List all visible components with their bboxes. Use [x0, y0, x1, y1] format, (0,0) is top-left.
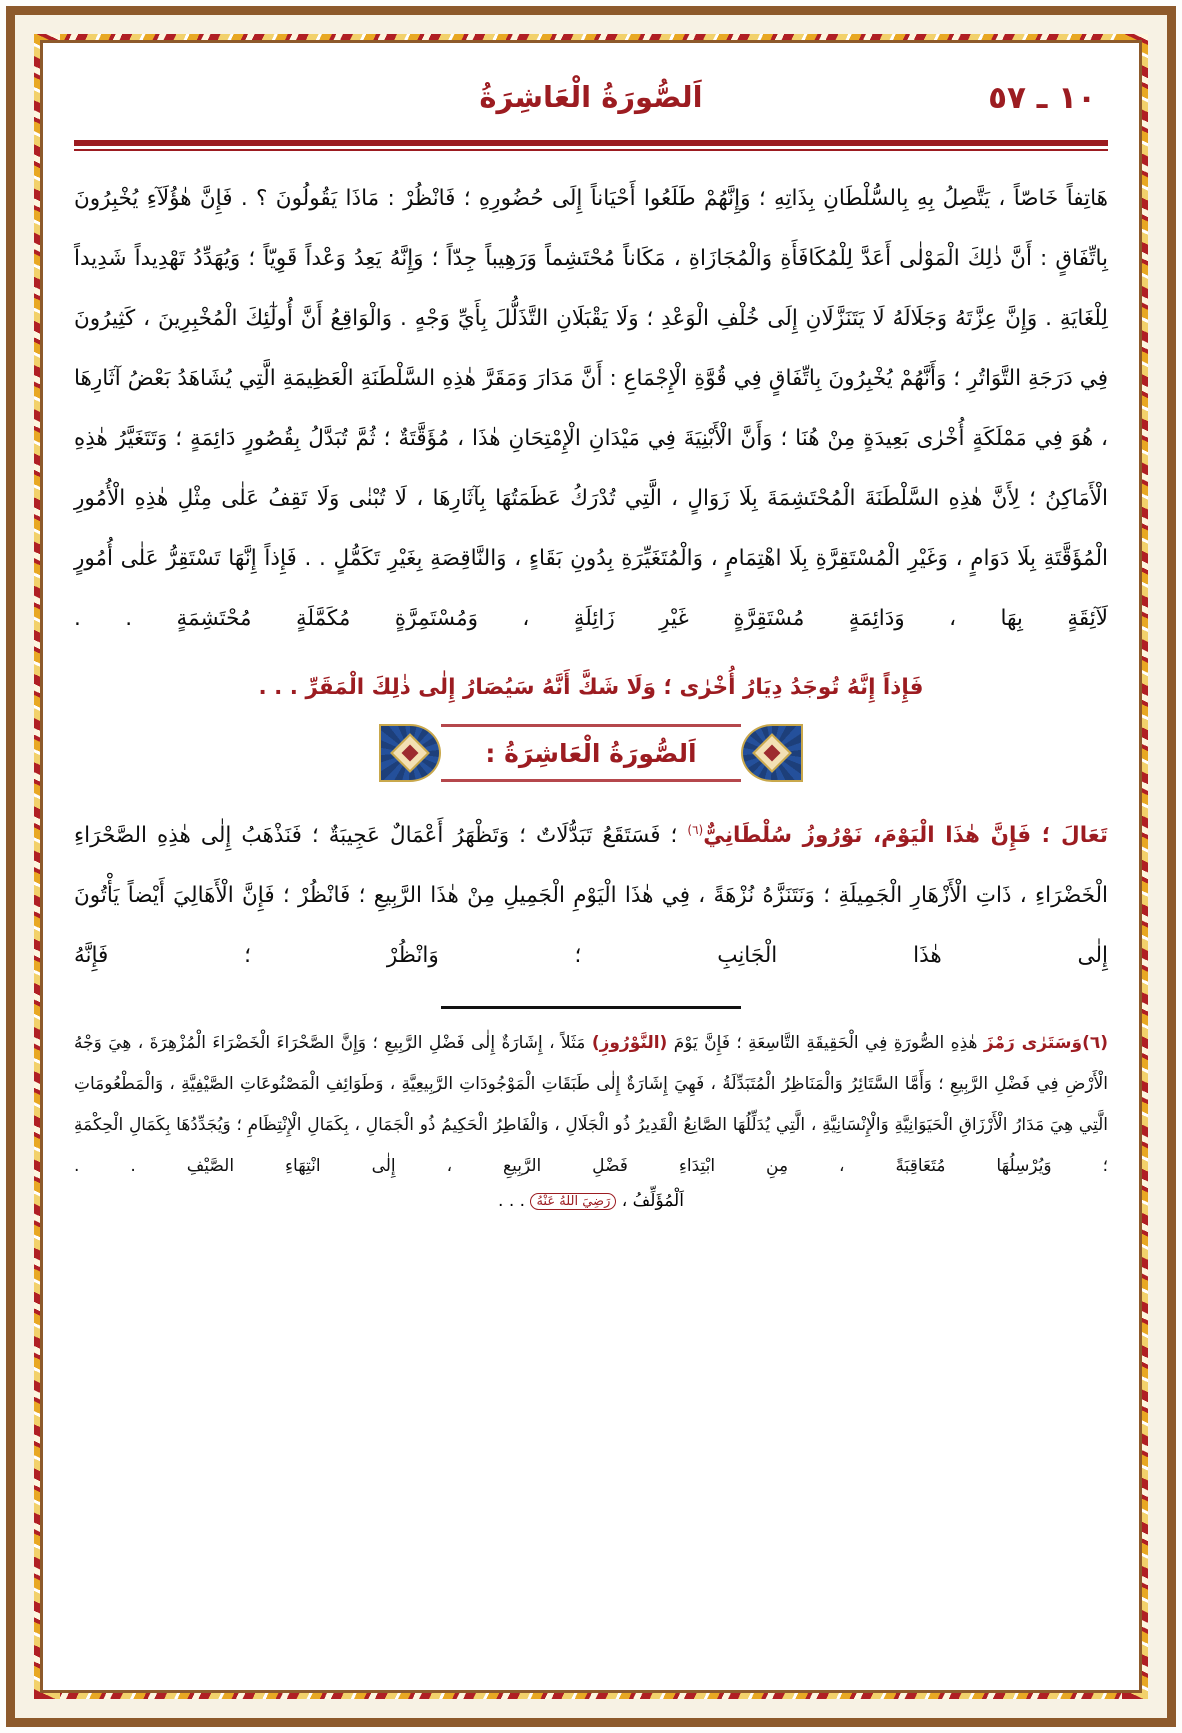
- footnote-segment-1: هٰذِهِ الصُّورَةِ فِي الْحَقِيقَةِ التَّاسِعَةِ ؛ فَإِنَّ يَوْمَ: [667, 1033, 984, 1054]
- body-paragraph-2: [74, 800, 1108, 986]
- body-paragraph-1: [74, 169, 1108, 649]
- body-paragraph-1-text: هَاتِفاً خَاصّاً ، يَتَّصِلُ بِهِ بِالسُّلْطَانِ بِذَاتِهِ ؛ وَإِنَّهُمْ طَلَعُوا أَحْيَاناً إِلَى حُضُورِهِ ؛ فَانْظُرْ : مَاذَا يَقُولُونَ ؟ . فَإِنَّ هٰؤُلَآءِ يُخْبِرُونَ بِاتِّفَاقٍ : أَنَّ ذٰلِكَ الْمَوْلٰى أَعَدَّ لِلْمُكَافَأَةِ وَالْمُجَازَاةِ ، مَكَاناً مُحْتَشِماً وَرَهِيباً جِدّاً ؛ وَإِنَّهُ يَعِدُ وَعْداً قَوِيّاً ؛ وَيُهَدِّدُ تَهْدِيداً شَدِيداً لِلْغَايَةِ . وَإِنَّ عِزَّتَهُ وَجَلَالَهُ لَا يَتَنَزَّلَانِ إِلَى خُلْفِ الْوَعْدِ ؛ وَلَا يَقْبَلَانِ التَّذَلُّلَ بِأَيِّ وَجْهٍ . وَالْوَاقِعُ أَنَّ أُولٰٓئِكَ الْمُخْبِرِينَ ، كَثِيرُونَ فِي دَرَجَةِ التَّوَاتُرِ ؛ وَأَنَّهُمْ يُخْبِرُونَ بِاتِّفَاقٍ فِي قُوَّةِ الْإِجْمَاعِ : أَنَّ مَدَارَ وَمَقَرَّ هٰذِهِ السَّلْطَنَةِ الْعَظِيمَةِ الَّتِي يُشَاهَدُ بَعْضُ آثَارِهَا ، هُوَ فِي مَمْلَكَةٍ أُخْرٰى بَعِيدَةٍ مِنْ هُنَا ؛ وَأَنَّ الْأَبْنِيَةَ فِي مَيْدَانِ الْإِمْتِحَانِ هٰذَا ، مُؤَقَّتَةٌ ؛ ثُمَّ تُبَدَّلُ بِقُصُورٍ دَائِمَةٍ ؛ وَتَتَغَيَّرُ هٰذِهِ الْأَمَاكِنُ ؛ لِأَنَّ هٰذِهِ السَّلْطَنَةَ الْمُحْتَشِمَةَ بِلَا زَوَالٍ ، الَّتِي تُدْرَكُ عَظَمَتُهَا بِآثَارِهَا ، لَا تُبْنٰى وَلَا تَقِفُ عَلٰى مِثْلِ هٰذِهِ الْأُمُورِ الْمُؤَقَّتَةِ بِلَا دَوَامٍ ، وَغَيْرِ الْمُسْتَقِرَّةِ بِلَا اهْتِمَامٍ ، وَالْمُتَغَيِّرَةِ بِدُونِ بَقَاءٍ ، وَالنَّاقِصَةِ بِغَيْرِ تَكَمُّلٍ . . فَإِذاً إِنَّهَا تَسْتَقِرُّ عَلٰى أُمُورٍ لَآئِقَةٍ بِهَا ، وَدَائِمَةٍ مُسْتَقِرَّةٍ غَيْرِ زَائِلَةٍ ، وَمُسْتَمِرَّةٍ مُكَمَّلَةٍ مُحْتَشِمَةٍ . .: [74, 186, 1108, 631]
- footnote-marker: (٦): [1082, 1033, 1109, 1054]
- footnote-segment-2: مَثَلاً ، إِشَارَةٌ إِلٰى فَضْلِ الرَّبِيعِ ؛ وَإِنَّ الصَّحْرَاءَ الْخَضْرَاءَ الْمُزْهِرَةَ ، هِيَ وَجْهُ الْأَرْضِ فِي فَضْلِ الرَّبِيعِ ؛ وَأَمَّا السَّتَائِرُ وَالْمَنَاظِرُ الْمُتَبَدِّلَةُ ، فَهِيَ إِشَارَةٌ إِلٰى طَبَقَاتِ الْمَوْجُودَاتِ الرَّبِيعِيَّةِ ، وَطَوَائِفِ الْمَصْنُوعَاتِ الصَّيْفِيَّةِ ، وَالْمَطْعُومَاتِ الَّتِي هِيَ مَدَارُ الْأَرْزَاقِ الْحَيَوَانِيَّةِ وَالْإِنْسَانِيَّةِ ، الَّتِي يُدَلِّلُهَا الصَّانِعُ الْقَدِيرُ ذُو الْجَلَالِ ، وَالْفَاطِرُ الْحَكِيمُ ذُو الْجَمَالِ ، بِكَمَالِ الْإِنْتِظَامِ ؛ وَيُجَدِّدُهَا بِكَمَالِ الْحِكْمَةِ ؛ وَيُرْسِلُهَا مُتَعَاقِبَةً ، مِنِ ابْتِدَاءِ فَضْلِ الرَّبِيعِ ، إِلٰى انْتِهَاءِ الصَّيْفِ . .: [74, 1033, 1108, 1177]
- page-number: ١٠ ـ ٥٧: [988, 80, 1096, 116]
- page-title: اَلصُّورَةُ الْعَاشِرَةُ: [479, 80, 703, 114]
- page-content: [52, 52, 1130, 1681]
- paragraph-2-red-lead: تَعَالَ ؛ فَإِنَّ هٰذَا الْيَوْمَ، نَوْرُوزُ سُلْطَانِيٌّ: [703, 823, 1108, 849]
- red-statement: فَإِذاً إِنَّهُ تُوجَدُ دِيَارُ أُخْرٰى ؛ وَلَا شَكَّ أَنَّهُ سَيُصَارُ إِلٰى ذٰلِكَ الْمَقَرِّ . . .: [258, 675, 924, 700]
- footnote-reference-marker[interactable]: (٦): [687, 823, 704, 837]
- arabesque-medallion-icon-right: [741, 724, 803, 782]
- ornate-heading-box: [441, 724, 741, 782]
- paragraph-2-rest: ؛ فَسَتَقَعُ تَبَدُّلَاتٌ ؛ وَتَظْهَرُ أَعْمَالٌ عَجِيبَةٌ ؛ فَنَذْهَبُ إِلٰى هٰذِهِ الصَّحْرَاءِ الْخَضْرَاءِ ، ذَاتِ الْأَزْهَارِ الْجَمِيلَةِ ؛ وَنَتَنَزَّهُ نُزْهَةً ، فِي هٰذَا الْيَوْمِ الْجَمِيلِ مِنْ هٰذَا الرَّبِيعِ ؛ فَانْظُرْ ؛ فَإِنَّ الْأَهَالِيَ أَيْضاً يَأْتُونَ إِلٰى هٰذَا الْجَانِبِ ؛ وَانْظُرْ ؛ فَإِنَّهُ: [74, 823, 1108, 969]
- footnote-divider: [441, 1006, 741, 1009]
- seal-icon: رَضِيَ اللهُ عَنْهُ: [530, 1193, 616, 1210]
- footnote-signature-label: اَلْمُؤَلِّفُ ،: [621, 1191, 684, 1212]
- ornate-heading-text: اَلصُّورَةُ الْعَاشِرَةُ :: [485, 738, 697, 768]
- footnote-red-lead: وَسَتَرٰى رَمْزَ: [983, 1033, 1083, 1054]
- body-paragraph-2-text: [74, 800, 1108, 986]
- header-rule-thick: [74, 140, 1108, 146]
- ornate-heading-container: [74, 724, 1108, 782]
- header-rule-thin: [74, 149, 1108, 151]
- footnote-red-word: (النَّوْرُوزِ): [591, 1033, 668, 1054]
- footnote-signature: [74, 1191, 1108, 1211]
- footnote-signature-tail: . . .: [498, 1191, 526, 1212]
- ornate-heading: [379, 724, 803, 782]
- page-header: [74, 74, 1108, 132]
- footnote-block: [74, 1023, 1108, 1187]
- header-divider: [74, 140, 1108, 151]
- arabesque-medallion-icon-left: [379, 724, 441, 782]
